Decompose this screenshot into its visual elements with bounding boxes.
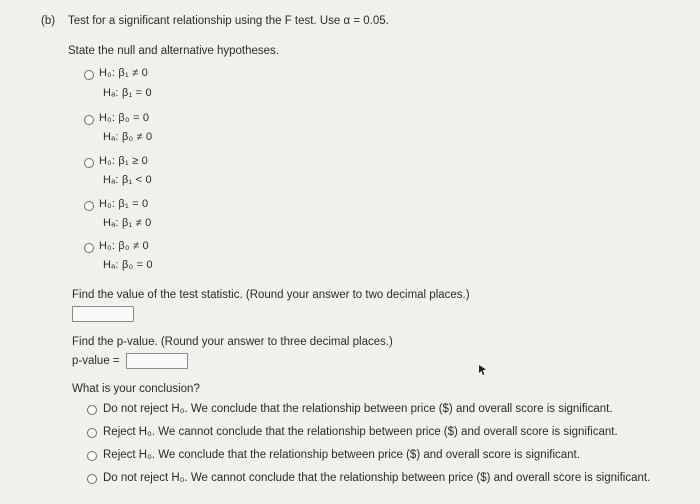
- hypothesis-radio-3[interactable]: [84, 158, 94, 168]
- conclusion-prompt: What is your conclusion?: [72, 383, 200, 395]
- conclusion-text-4: Do not reject H₀. We cannot conclude that the relationship between price ($) and overall score is significant.: [103, 472, 651, 484]
- hypotheses-prompt: State the null and alternative hypotheses.: [68, 45, 279, 57]
- hypothesis-h0-2: H₀: β₀ = 0: [99, 112, 150, 124]
- hypothesis-radio-5[interactable]: [84, 243, 94, 253]
- hypothesis-h0-3: H₀: β₁ ≥ 0: [99, 155, 148, 167]
- p-value-label: p-value =: [72, 355, 120, 367]
- conclusion-radio-1[interactable]: [87, 405, 97, 415]
- p-value-input[interactable]: [126, 353, 188, 369]
- p-value-prompt: Find the p-value. (Round your answer to three decimal places.): [72, 336, 393, 348]
- hypothesis-ha-4: Hₐ: β₁ ≠ 0: [103, 217, 152, 229]
- hypothesis-radio-4[interactable]: [84, 201, 94, 211]
- question-prompt: Test for a significant relationship using the F test. Use α = 0.05.: [68, 15, 389, 27]
- test-statistic-prompt: Find the value of the test statistic. (Round your answer to two decimal places.): [72, 289, 470, 301]
- conclusion-text-1: Do not reject H₀. We conclude that the relationship between price ($) and overall score is significant.: [103, 403, 613, 415]
- hypothesis-radio-1[interactable]: [84, 70, 94, 80]
- hypothesis-ha-5: Hₐ: β₀ = 0: [103, 259, 153, 271]
- hypothesis-h0-1: H₀: β₁ ≠ 0: [99, 67, 148, 79]
- hypothesis-h0-5: H₀: β₀ ≠ 0: [99, 240, 149, 252]
- part-label: (b): [41, 15, 56, 27]
- hypothesis-ha-2: Hₐ: β₀ ≠ 0: [103, 131, 153, 143]
- hypothesis-ha-3: Hₐ: β₁ < 0: [103, 174, 152, 186]
- mouse-cursor-icon: [478, 364, 488, 376]
- hypothesis-h0-4: H₀: β₁ = 0: [99, 198, 149, 210]
- hypothesis-radio-2[interactable]: [84, 115, 94, 125]
- conclusion-radio-4[interactable]: [87, 474, 97, 484]
- conclusion-text-2: Reject H₀. We cannot conclude that the relationship between price ($) and overall score is significant.: [103, 426, 618, 438]
- conclusion-radio-2[interactable]: [87, 428, 97, 438]
- hypothesis-ha-1: Hₐ: β₁ = 0: [103, 87, 152, 99]
- conclusion-radio-3[interactable]: [87, 451, 97, 461]
- test-statistic-input[interactable]: [72, 306, 134, 322]
- conclusion-text-3: Reject H₀. We conclude that the relationship between price ($) and overall score is significant.: [103, 449, 580, 461]
